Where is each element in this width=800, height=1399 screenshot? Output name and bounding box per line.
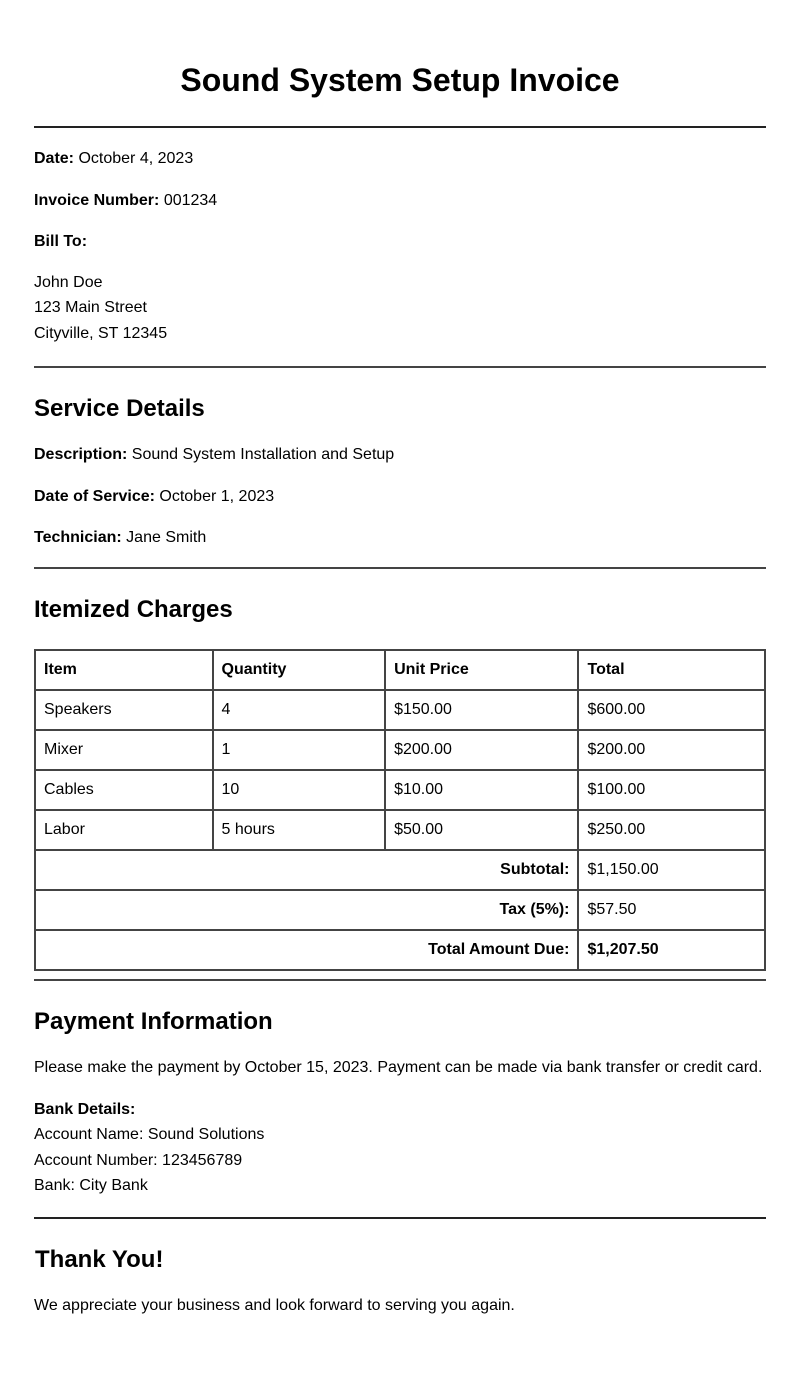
table-cell: Speakers: [35, 690, 213, 730]
bank-line: Account Number: 123456789: [34, 1151, 243, 1169]
date-value: October 4, 2023: [78, 150, 194, 167]
table-cell: $600.00: [578, 690, 765, 730]
technician: [34, 525, 766, 551]
table-cell: $100.00: [578, 770, 765, 810]
table-cell: 1: [213, 730, 386, 770]
column-header: Item: [35, 650, 213, 690]
charges-table: [34, 649, 766, 971]
table-cell: $250.00: [578, 810, 765, 850]
bill-to: [34, 229, 766, 255]
invoice-number-value: 001234: [163, 191, 218, 209]
divider: [34, 366, 766, 368]
date-label: Date:: [34, 150, 75, 167]
table-cell: Labor: [35, 810, 213, 850]
address-line: John Doe: [34, 273, 103, 291]
service-date-value: October 1, 2023: [159, 487, 275, 505]
service-heading: Service Details: [34, 395, 205, 423]
subtotal-value: $1,150.00: [578, 850, 765, 890]
table-cell: $200.00: [578, 730, 765, 770]
table-row: [35, 770, 765, 810]
technician-value: Jane Smith: [126, 529, 207, 547]
divider: [34, 979, 766, 981]
address-line: Cityville, ST 12345: [34, 324, 168, 342]
table-cell: Mixer: [35, 730, 213, 770]
table-header-row: [35, 650, 765, 690]
subtotal-label: Subtotal:: [35, 850, 578, 890]
service-description: [34, 442, 766, 468]
table-cell: 4: [213, 690, 386, 730]
description-value: Sound System Installation and Setup: [131, 446, 395, 464]
column-header: Unit Price: [385, 650, 578, 690]
total-value: $1,207.50: [578, 930, 765, 970]
subtotal-row: [35, 850, 765, 890]
bank-line: Account Name: Sound Solutions: [34, 1126, 265, 1144]
table-row: [35, 810, 765, 850]
column-header: Quantity: [213, 650, 386, 690]
bill-to-label: Bill To:: [34, 233, 88, 251]
table-row: [35, 690, 765, 730]
table-cell: Cables: [35, 770, 213, 810]
thanks-heading: Thank You!: [35, 1245, 164, 1273]
divider: [34, 126, 766, 128]
table-cell: $200.00: [385, 730, 578, 770]
technician-label: Technician:: [34, 529, 122, 547]
service-date-label: Date of Service:: [34, 487, 155, 505]
divider: [34, 1217, 766, 1219]
tax-value: $57.50: [578, 890, 765, 930]
column-header: Total: [578, 650, 765, 690]
billing-address: [34, 270, 766, 347]
tax-label: Tax (5%):: [35, 890, 578, 930]
divider: [34, 567, 766, 569]
total-label: Total Amount Due:: [35, 930, 578, 970]
tax-row: [35, 890, 765, 930]
bank-details-label: Bank Details:: [34, 1100, 136, 1118]
payment-heading: Payment Information: [34, 1008, 273, 1036]
thanks-text: We appreciate your business and look forward to serving you again.: [34, 1296, 515, 1314]
table-cell: $50.00: [385, 810, 578, 850]
invoice-number: [34, 188, 766, 214]
table-row: [35, 730, 765, 770]
page-title: Sound System Setup Invoice: [180, 62, 620, 98]
table-cell: $10.00: [385, 770, 578, 810]
bank-details: [34, 1097, 766, 1199]
description-label: Description:: [34, 446, 128, 464]
total-row: [35, 930, 765, 970]
table-cell: 5 hours: [213, 810, 386, 850]
payment-text: Please make the payment by October 15, 2023. Payment can be made via bank transfer or credit card.: [34, 1059, 763, 1077]
charges-heading: Itemized Charges: [34, 596, 233, 624]
address-line: 123 Main Street: [34, 299, 147, 317]
invoice-number-label: Invoice Number:: [34, 191, 160, 209]
table-cell: $150.00: [385, 690, 578, 730]
service-date: [34, 484, 766, 510]
invoice-date: [34, 146, 766, 172]
bank-line: Bank: City Bank: [34, 1177, 148, 1195]
table-cell: 10: [213, 770, 386, 810]
